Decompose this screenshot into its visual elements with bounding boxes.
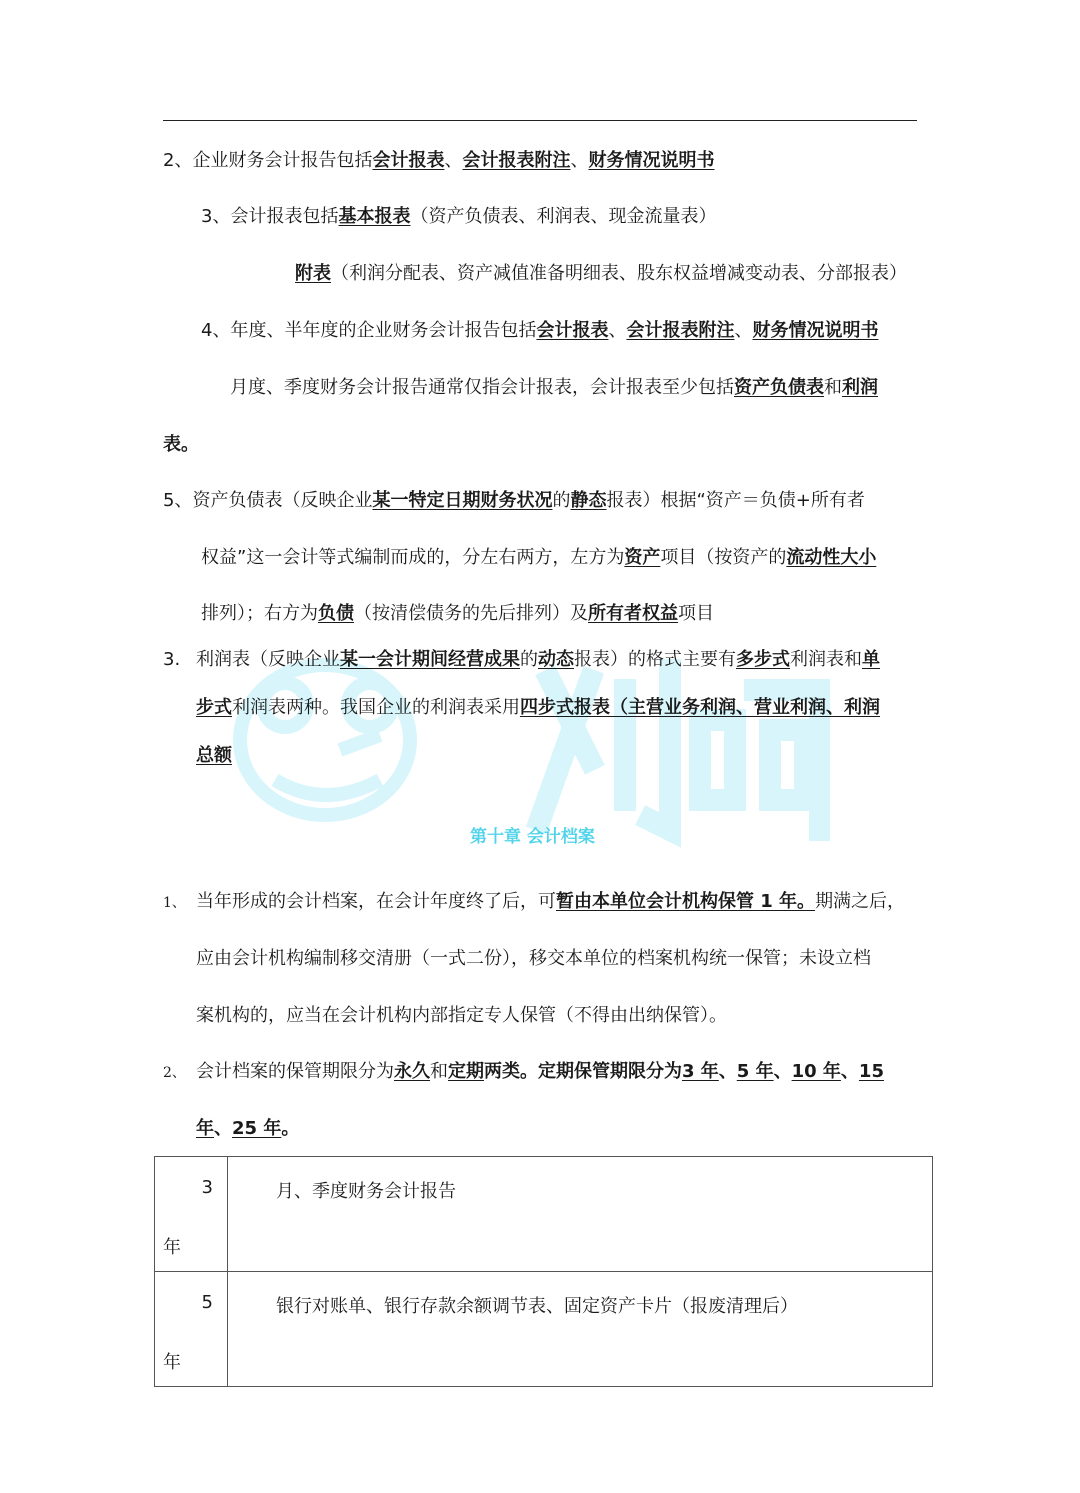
year-number: 3: [201, 1177, 213, 1198]
text: 5、资产负债表（反映企业: [163, 490, 373, 511]
text: （利润分配表、资产减值准备明细表、股东权益增减变动表、分部报表）: [331, 263, 907, 284]
year-cell: [155, 1272, 228, 1387]
emphasis: 四步式报表（主营业务利润、营业利润、利润: [520, 697, 880, 718]
text: 月度、季度财务会计报告通常仅指会计报表，会计报表至少包括: [230, 377, 734, 398]
line-income-statement-cont: [196, 696, 880, 720]
text: 当年形成的会计档案，在会计年度终了后，可: [196, 891, 556, 912]
emphasis: 动态: [538, 649, 574, 670]
text: 项目（按资产的: [660, 547, 787, 568]
line-monthly-report-cont: [163, 433, 199, 457]
line-annual-report: [201, 319, 878, 343]
text: （按清偿债务的先后排列）及: [354, 603, 588, 624]
text: 利润表和: [790, 649, 862, 670]
year-number: 5: [201, 1292, 213, 1313]
emphasis: 资产负债表: [734, 377, 824, 398]
text: 2、企业财务会计报告包括: [163, 150, 373, 171]
text: 会计档案的保管期限分为: [196, 1061, 394, 1082]
emphasis: 负债: [318, 603, 354, 624]
text: 、: [214, 1118, 232, 1139]
emphasis: 3 年: [682, 1061, 719, 1082]
table-row: [155, 1272, 933, 1387]
text: 项目: [678, 603, 714, 624]
emphasis: 会计报表: [372, 150, 445, 171]
retention-table: [154, 1156, 933, 1387]
item-number: 2、: [163, 1065, 186, 1081]
text: 利润表两种。我国企业的利润表采用: [232, 697, 520, 718]
description-cell: 银行对账单、银行存款余额调节表、固定资产卡片（报废清理后）: [228, 1272, 933, 1387]
text: 权益”这一会计等式编制而成的，分左右两方，左方为: [201, 547, 625, 568]
line-balance-sheet: [163, 489, 865, 513]
emphasis: 总额: [196, 745, 232, 766]
text: 期满之后，: [815, 891, 906, 912]
emphasis: 15: [858, 1061, 884, 1082]
emphasis: 利润: [842, 377, 878, 398]
text: 。: [281, 1118, 300, 1139]
text: 排列）；右方为: [201, 603, 318, 624]
header-rule: [163, 120, 917, 121]
line-archive-custody: [163, 890, 905, 915]
text: 、: [734, 320, 753, 341]
text: （资产负债表、利润表、现金流量表）: [410, 206, 717, 227]
emphasis: 10 年: [791, 1061, 841, 1082]
emphasis: 会计报表: [536, 320, 609, 341]
line-report-composition: [163, 149, 714, 173]
emphasis: 永久: [394, 1061, 430, 1082]
emphasis: 资产: [624, 547, 661, 568]
emphasis: 所有者权益: [588, 603, 678, 624]
year-cell: [155, 1157, 228, 1272]
text: 利润表（反映企业: [196, 649, 340, 670]
text: 两类。定期保管期限分为: [484, 1061, 682, 1082]
table-row: [155, 1157, 933, 1272]
text: 的: [520, 649, 538, 670]
emphasis: 暂由本单位会计机构保管 1 年。: [556, 891, 816, 912]
text: 应由会计机构编制移交清册（一式二份），移交本单位的档案机构统一保管；未设立档: [196, 948, 871, 969]
text: 4、年度、半年度的企业财务会计报告包括: [201, 320, 537, 341]
emphasis: 年: [196, 1118, 214, 1139]
emphasis: 单: [862, 649, 880, 670]
line-attached-reports: [295, 262, 907, 286]
emphasis: 25 年: [232, 1118, 282, 1139]
text: 报表）的格式主要有: [574, 649, 736, 670]
emphasis: 附表: [295, 263, 331, 284]
description-cell: 月、季度财务会计报告: [228, 1157, 933, 1272]
emphasis: 流动性大小: [786, 547, 877, 568]
text: 、: [570, 150, 589, 171]
emphasis: 5 年: [736, 1061, 774, 1082]
emphasis: 财务情况说明书: [588, 150, 715, 171]
line-monthly-report: [230, 376, 878, 400]
text: 案机构的，应当在会计机构内部指定专人保管（不得由出纳保管）。: [196, 1005, 727, 1026]
emphasis: 会计报表附注: [462, 150, 571, 171]
line-balance-sheet-cont2: [201, 602, 714, 626]
year-unit: 年: [163, 1237, 181, 1258]
text: 、: [773, 1061, 792, 1082]
emphasis: 多步式: [736, 649, 790, 670]
emphasis: 步式: [196, 697, 232, 718]
chapter-heading: 第十章 会计档案: [470, 827, 595, 847]
line-income-statement: [163, 648, 880, 672]
emphasis: 财务情况说明书: [752, 320, 879, 341]
text: 的: [552, 490, 571, 511]
text: 和: [430, 1061, 448, 1082]
line-income-statement-cont2: [196, 744, 232, 768]
line-archive-custody-cont2: [196, 1004, 727, 1028]
text: 、: [608, 320, 627, 341]
text: 和: [824, 377, 842, 398]
item-number: 3.: [163, 649, 181, 670]
emphasis: 静态: [570, 490, 607, 511]
text: 、: [840, 1061, 859, 1082]
item-number: 1、: [163, 895, 186, 911]
text: 3、会计报表包括: [201, 206, 339, 227]
line-retention-period: [163, 1060, 884, 1085]
emphasis: 表。: [163, 434, 199, 455]
emphasis: 定期: [448, 1061, 484, 1082]
emphasis: 会计报表附注: [626, 320, 735, 341]
line-basic-reports: [201, 205, 716, 229]
emphasis: 某一特定日期财务状况: [372, 490, 553, 511]
text: 、: [444, 150, 463, 171]
line-retention-period-cont: [196, 1117, 299, 1141]
frog-logo-watermark: [230, 650, 830, 850]
emphasis: 基本报表: [338, 206, 411, 227]
year-unit: 年: [163, 1352, 181, 1373]
text: 报表）根据“资产＝负债+所有者: [606, 490, 865, 511]
emphasis: 某一会计期间经营成果: [340, 649, 520, 670]
line-archive-custody-cont: [196, 947, 871, 971]
line-balance-sheet-cont: [201, 546, 876, 570]
text: 、: [718, 1061, 737, 1082]
